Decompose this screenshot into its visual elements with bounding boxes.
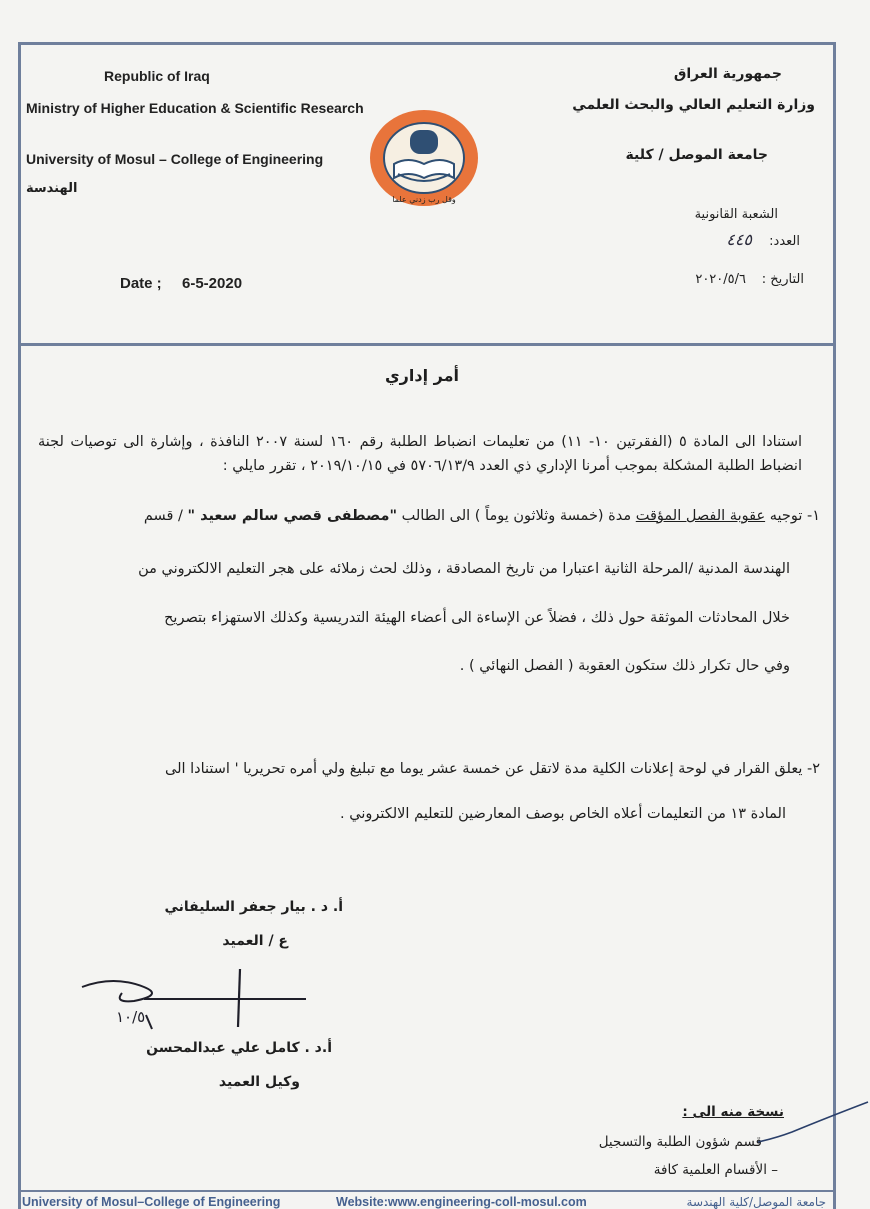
footer-divider xyxy=(18,1190,836,1192)
frame-border-left xyxy=(18,42,21,1209)
header-ar-number-label: العدد: xyxy=(769,234,800,249)
header-en-country: Republic of Iraq xyxy=(104,68,210,84)
copies-item-1: قسم شؤون الطلبة والتسجيل xyxy=(598,1134,762,1150)
item1-penalty-underlined: عقوبة الفصل المؤقت xyxy=(635,508,766,524)
header-en-college-wrap: الهندسة xyxy=(26,181,78,196)
header-ar-ministry: وزارة التعليم العالي والبحث العلمي xyxy=(572,97,815,113)
copies-item-2: – الأقسام العلمية كافة xyxy=(653,1162,778,1178)
header-ar-number-value: ٤٤٥ xyxy=(726,230,752,249)
signatory1-role: ع / العميد xyxy=(222,933,288,949)
item1-dept-tail: / قسم xyxy=(143,508,183,524)
signatory2-role: وكيل العميد xyxy=(218,1074,300,1090)
pen-stroke-mark xyxy=(756,1098,870,1148)
signature-date: ١٠/٥ xyxy=(116,1008,146,1026)
signatory1-name: أ. د . بيار جعفر السليفاني xyxy=(164,899,343,915)
header-en-ministry: Ministry of Higher Education & Scientific Research xyxy=(26,100,364,116)
logo-dome xyxy=(410,130,438,154)
item1-line2: الهندسة المدنية /المرحلة الثانية اعتبارا من تاريخ المصادقة ، وذلك لحث زملائه على هجر التعليم الالكتروني من xyxy=(138,561,790,577)
university-logo xyxy=(368,108,480,208)
item1-prefix: ١- توجيه xyxy=(769,508,820,524)
frame-border-right xyxy=(833,42,836,1209)
item1-student-name: "مصطفى قصي سالم سعيد " xyxy=(187,508,398,524)
item1-line3: خلال المحادثات الموثقة حول ذلك ، فضلاً عن الإساءة الى أعضاء الهيئة التدريسية وكذلك الاستهزاء بتصريح xyxy=(164,610,790,626)
item2-line1: ٢- يعلق القرار في لوحة إعلانات الكلية مدة لاتقل عن خمسة عشر يوما مع تبليغ ولي أمره تحريريا ' استنادا الى xyxy=(164,761,820,777)
header-en-university: University of Mosul – College of Engineering xyxy=(26,151,324,167)
item2-line2: المادة ١٣ من التعليمات أعلاه الخاص بوصف المعارضين للتعليم الالكتروني . xyxy=(340,806,786,822)
item1-line4: وفي حال تكرار ذلك ستكون العقوبة ( الفصل النهائي ) . xyxy=(459,658,790,674)
header-ar-university: جامعة الموصل / كلية xyxy=(625,147,768,163)
preamble-paragraph: استنادا الى المادة ٥ (الفقرتين ١٠- ١١) من تعليمات انضباط الطلبة رقم ١٦٠ لسنة ٢٠٠٧ النافذة ، وإشارة الى توصيات لجنة انضباط الطلبة المشكلة بموجب أمرنا الإداري ذي العدد ٥٧٠٦/١٣/٩ في ٢٠١٩/١٠/١٥ ، تقرر مايلي : xyxy=(38,434,802,474)
logo-motto-text: وقل رب زدني علما xyxy=(392,195,456,204)
date-value: 6-5-2020 xyxy=(182,275,243,292)
header-ar-country: جمهورية العراق xyxy=(673,66,782,82)
footer-website-link[interactable]: Website:www.engineering-coll-mosul.com xyxy=(336,1195,587,1209)
header-ar-legal-dept: الشعبة القانونية xyxy=(694,207,778,222)
date-label: Date ; xyxy=(120,275,162,292)
copies-heading: نسخة منه الى : xyxy=(682,1104,784,1120)
signatory2-name: أ.د . كامل علي عبدالمحسن xyxy=(146,1040,332,1056)
item1-duration: مدة (خمسة وثلاثون يوماً ) الى الطالب xyxy=(401,508,632,524)
footer-university: University of Mosul–College of Engineering xyxy=(22,1195,281,1209)
header-ar-date-value: ٢٠٢٠/٥/٦ xyxy=(695,272,746,287)
frame-border-top xyxy=(18,42,836,45)
page-title: أمر إداري xyxy=(385,366,459,385)
handwritten-signature xyxy=(74,965,314,1035)
footer-ar-university: جامعة الموصل/كلية الهندسة xyxy=(686,1195,826,1209)
header-divider xyxy=(18,343,836,346)
header-ar-date-label: التاريخ : xyxy=(761,272,804,287)
item1-line1 xyxy=(144,508,820,524)
